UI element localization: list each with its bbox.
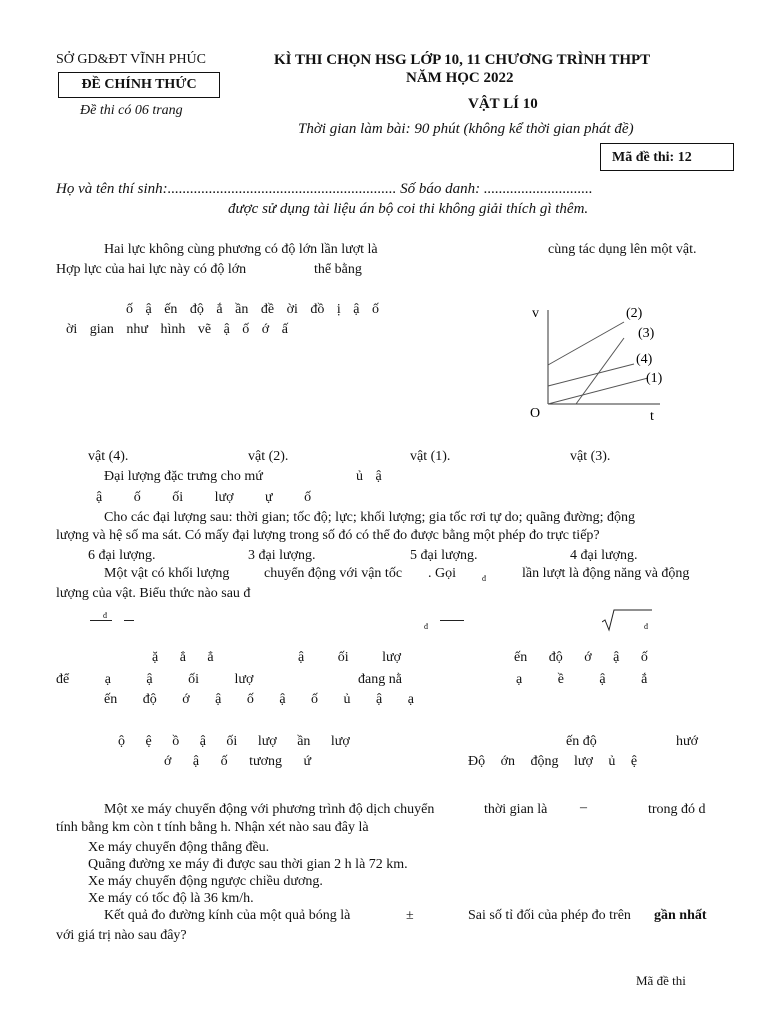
q6-line2-c: ạ ề ậ ắ <box>516 672 648 687</box>
q7-line1-minus: – <box>580 800 587 815</box>
q5-line1-c: . Gọi <box>428 566 456 581</box>
exam-code: Mã đề thi: 12 <box>612 150 692 165</box>
q5-option-d-subscript: đ <box>644 622 648 631</box>
line-4-label: (4) <box>636 352 653 367</box>
line-2 <box>548 322 624 365</box>
q4-option-d: 4 đại lượng. <box>570 548 638 563</box>
q8-line1-c: Sai số tỉ đối của phép đo trên <box>468 908 631 923</box>
q2-option-a: vật (4). <box>88 449 129 464</box>
candidate-info-line: Họ và tên thí sinh:............................................................. Số báo danh: ............................. <box>56 181 593 197</box>
q2-option-c: vật (1). <box>410 449 451 464</box>
q7-line1-a: Một xe máy chuyển động với phương trình độ dịch chuyển <box>104 802 435 817</box>
q6-line1-a: ặ ẳ ẳ <box>152 650 214 665</box>
q6-line1-c: ến độ ớ ậ ố <box>514 650 648 665</box>
q6-line5-b: Độ ớn động lượ ủ ệ <box>468 754 638 769</box>
q7-option-b: Quãng đường xe máy đi được sau thời gian 2 h là 72 km. <box>88 857 408 872</box>
q7-line1-b: thời gian là <box>484 802 548 817</box>
q5-option-c-subscript: đ <box>424 622 428 631</box>
q6-line4-a: ộ ệ ồ ậ ối lượ ần lượ <box>118 734 350 749</box>
q6-line2-b: đang nằ <box>358 672 402 687</box>
q5-line1-b: chuyển động với vận tốc <box>264 566 403 581</box>
rules-note: được sử dụng tài liệu án bộ coi thi không giải thích gì thêm. <box>228 201 589 217</box>
q4-line1: Cho các đại lượng sau: thời gian; tốc độ; lực; khối lượng; gia tốc rơi tự do; quãng đường; động <box>104 510 636 525</box>
q6-line3: ến độ ớ ậ ố ậ ố ủ ậ ạ <box>104 692 414 707</box>
q3-line1-a: Đại lượng đặc trưng cho mứ <box>104 469 263 484</box>
q2-option-b: vật (2). <box>248 449 289 464</box>
q6-line4-c: hướ <box>676 734 698 749</box>
q6-line2-a: để ạ ậ ối lượ <box>56 672 254 687</box>
q8-line1-a: Kết quả đo đường kính của một quả bóng là <box>104 908 351 923</box>
q1-line2-a: Hợp lực của hai lực này có độ lớn <box>56 262 247 277</box>
q5-line2: lượng của vật. Biểu thức nào sau đ <box>56 586 251 601</box>
q8-line1-bold: gần nhất <box>654 908 707 923</box>
q5-option-a-fraction-bar <box>90 620 112 621</box>
exam-duration: Thời gian làm bài: 90 phút (không kể thời gian phát đề) <box>298 121 634 137</box>
velocity-time-graph <box>520 298 680 430</box>
q7-line1-d: trong đó d <box>648 802 706 817</box>
q1-line1-a: Hai lực không cùng phương có độ lớn lần lượt là <box>104 242 378 257</box>
q8-line2: với giá trị nào sau đây? <box>56 928 187 943</box>
q7-option-a: Xe máy chuyển động thẳng đều. <box>88 840 270 855</box>
q6-line1-b: ậ ối lượ <box>298 650 401 665</box>
q4-option-a: 6 đại lượng. <box>88 548 156 563</box>
q2-line1: ố ậ ến độ ắ ần đề ời đồ ị ậ ố <box>126 302 379 317</box>
line-3-label: (3) <box>638 326 655 341</box>
q1-line2-b: thể bằng <box>314 262 362 277</box>
q5-option-b-fraction-bar <box>124 620 134 621</box>
q4-option-c: 5 đại lượng. <box>410 548 478 563</box>
exam-title: KÌ THI CHỌN HSG LỚP 10, 11 CHƯƠNG TRÌNH THPT <box>274 52 651 68</box>
q6-line5-a: ớ ậ ố tương ứ <box>164 754 312 769</box>
q3-line1-b: ủ ậ <box>356 469 382 484</box>
q5-option-c-fraction-bar <box>440 620 464 621</box>
line-3 <box>576 338 624 404</box>
school-year: NĂM HỌC 2022 <box>406 70 514 86</box>
q6-line4-b: ến độ <box>566 734 597 749</box>
q1-line1-b: cùng tác dụng lên một vật. <box>548 242 697 257</box>
q7-line2: tính bằng km còn t tính bằng h. Nhận xét nào sau đây là <box>56 820 369 835</box>
department-name: SỞ GD&ĐT VĨNH PHÚC <box>56 52 207 67</box>
q2-option-d: vật (3). <box>570 449 611 464</box>
q7-option-c: Xe máy chuyển động ngược chiều dương. <box>88 874 323 889</box>
q8-plus-minus: ± <box>406 908 414 923</box>
q4-option-b: 3 đại lượng. <box>248 548 316 563</box>
axis-t-label: t <box>650 409 654 424</box>
origin-label: O <box>530 406 541 421</box>
q2-line2: ời gian như hình vẽ ậ ố ớ ấ <box>66 322 288 337</box>
q5-line1-a: Một vật có khối lượng <box>104 566 230 581</box>
axis-v-label: v <box>532 306 539 321</box>
official-label: ĐỀ CHÍNH THỨC <box>81 77 197 92</box>
line-2-label: (2) <box>626 306 643 321</box>
q5-option-a-subscript: đ <box>103 611 107 620</box>
q5-line1-subscript: đ <box>482 574 486 583</box>
q3-line2: ậ ố ối lượ ự ố <box>96 490 312 505</box>
q4-line2: lượng và hệ số ma sát. Có mấy đại lượng trong số đó có thể đo được bằng một phép đo trực tiếp? <box>56 528 600 543</box>
q5-line1-e: lần lượt là động năng và động <box>522 566 690 581</box>
q7-option-d: Xe máy có tốc độ là 36 km/h. <box>88 891 254 906</box>
line-1-label: (1) <box>646 371 663 386</box>
subject-title: VẬT LÍ 10 <box>468 96 538 112</box>
footer-exam-code: Mã đề thi <box>636 973 686 988</box>
pages-note: Đề thi có 06 trang <box>80 103 183 118</box>
